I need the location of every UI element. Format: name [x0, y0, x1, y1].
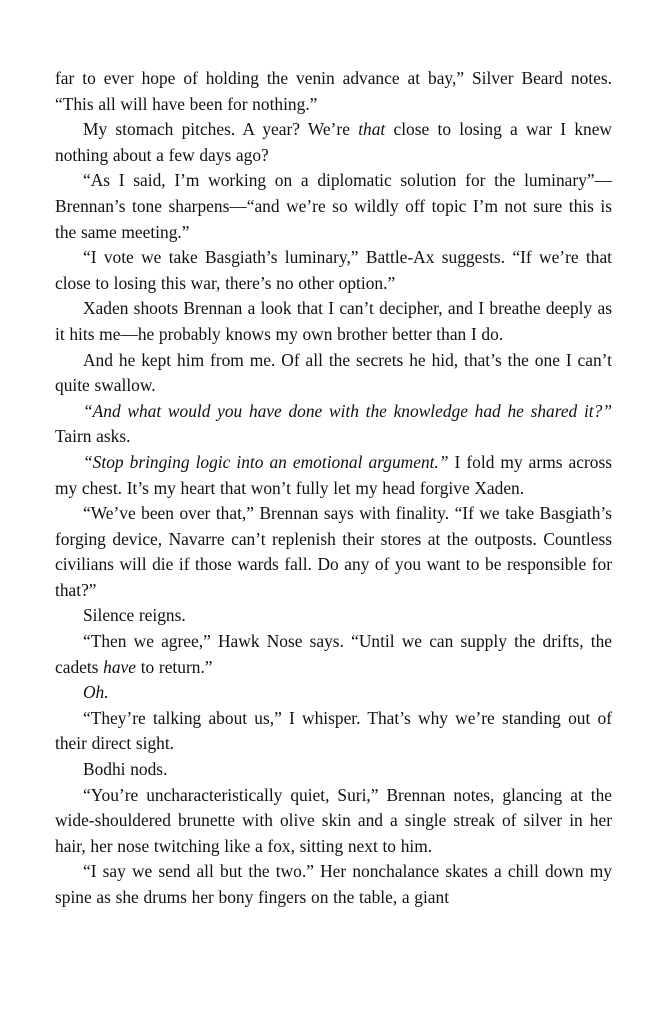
text-segment: “Then we agree,” Hawk Nose says. “Until we can supply the drifts, the cadets — [55, 631, 612, 677]
text-segment: My stomach pitches. A year? We’re — [83, 119, 359, 140]
text-segment: “I vote we take Basgiath’s luminary,” Battle-Ax suggests. “If we’re that close to losing this war, there’s no other option.” — [55, 247, 612, 293]
paragraph — [55, 399, 612, 450]
paragraph — [55, 706, 612, 757]
text-segment: “You’re uncharacteristically quiet, Suri,” Brennan notes, glancing at the wide-shouldered brunette with olive skin and a single streak of silver in her hair, her nose twitching like a fox, sitting next to him. — [55, 784, 612, 856]
text-segment: close to losing a war I knew nothing about a few days ago? — [55, 119, 612, 165]
text-segment: “As I said, I’m working on a diplomatic solution for the luminary”— Brennan’s tone sharpens—“and we’re so wildly off topic I’m not sure this is the same meeting.” — [55, 170, 612, 242]
paragraph — [55, 245, 612, 296]
paragraph — [55, 603, 612, 629]
italic-text-segment: Oh. — [83, 682, 109, 703]
paragraph — [55, 629, 612, 680]
text-segment: Xaden shoots Brennan a look that I can’t decipher, and I breathe deeply as it hits me—he probably knows my own brother better than I do. — [55, 298, 612, 344]
italic-text-segment: “And what would you have done with the knowledge had he shared it?” — [83, 400, 612, 421]
text-segment: I fold my arms across my chest. It’s my heart that won’t fully let my head forgive Xaden. — [55, 451, 612, 498]
paragraph — [55, 783, 612, 860]
paragraph — [55, 501, 612, 603]
paragraph — [55, 168, 612, 245]
paragraph — [55, 117, 612, 168]
paragraph — [55, 348, 612, 399]
paragraph — [55, 859, 612, 910]
text-segment: “We’ve been over that,” Brennan says with finality. “If we take Basgiath’s forging device, Navarre can’t replenish their stores at the outposts. Countless civilians will die if those wards fall. Do any of you want to be responsible for that?” — [55, 503, 612, 600]
text-segment: far to ever hope of holding the venin advance at bay,” Silver Beard notes. “This all will have been for nothing.” — [55, 68, 612, 114]
page-text — [55, 66, 612, 911]
text-segment: Tairn asks. — [55, 426, 131, 447]
text-segment: Bodhi nods. — [83, 759, 168, 780]
paragraph — [55, 680, 612, 706]
italic-text-segment: that — [358, 119, 386, 140]
text-segment: And he kept him from me. Of all the secrets he hid, that’s the one I can’t quite swallow. — [55, 349, 612, 396]
italic-text-segment: have — [103, 656, 136, 677]
text-segment: to return.” — [136, 656, 213, 677]
paragraph — [55, 296, 612, 347]
text-segment: “I say we send all but the two.” Her nonchalance skates a chill down my spine as she drums her bony fingers on the table, a giant — [55, 861, 612, 907]
paragraph — [55, 757, 612, 783]
paragraph — [55, 450, 612, 501]
text-segment: Silence reigns. — [83, 605, 186, 626]
italic-text-segment: “Stop bringing logic into an emotional argument.” — [83, 451, 449, 472]
text-segment: “They’re talking about us,” I whisper. That’s why we’re standing out of their direct sight. — [55, 707, 612, 754]
paragraph — [55, 66, 612, 117]
